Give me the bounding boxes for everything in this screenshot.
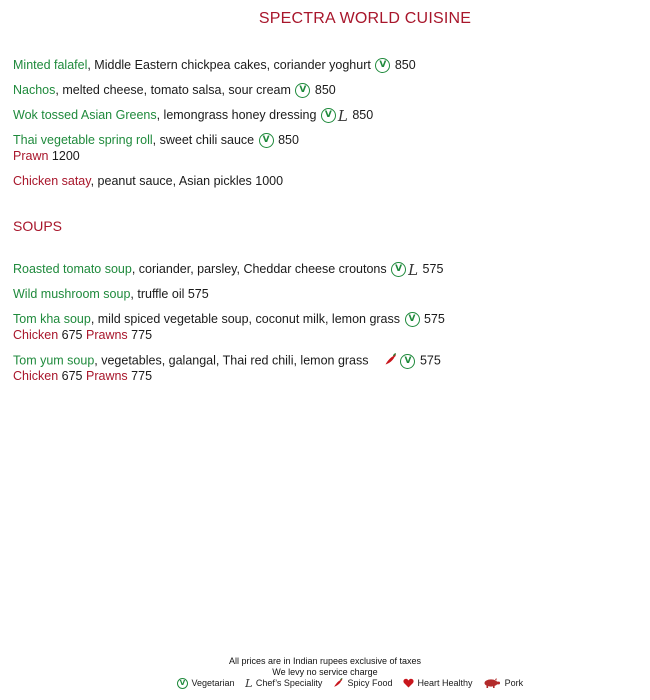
dish-name: Wok tossed Asian Greens	[13, 108, 157, 122]
vegetarian-icon: V	[295, 83, 310, 98]
legend-label: Heart Healthy	[417, 677, 473, 688]
menu-item-variant	[13, 368, 152, 384]
chefs-speciality-icon: L	[337, 106, 348, 125]
legend-label: Pork	[504, 677, 524, 688]
footer-taxes-note: All prices are in Indian rupees exclusive of taxes	[228, 656, 422, 666]
legend-label: Chef’s Speciality	[255, 677, 323, 688]
vegetarian-icon: V	[405, 312, 420, 327]
pig-icon	[483, 678, 501, 690]
variant-label: Prawns	[86, 369, 128, 383]
dish-name: Minted falafel	[13, 58, 88, 72]
heart-icon	[403, 678, 414, 690]
dish-price: 850	[352, 108, 374, 122]
variant-label: Chicken	[13, 328, 59, 342]
section-heading-soups: SOUPS	[13, 218, 63, 234]
variant-price: 775	[131, 369, 153, 383]
legend-spicy	[332, 678, 395, 688]
dish-price: 850	[278, 133, 299, 147]
variant-price: 675	[61, 369, 83, 383]
dish-description: , mild spiced vegetable soup, coconut milk, lemon grass	[90, 312, 401, 326]
dish-description: , coriander, parsley, Cheddar cheese croutons	[131, 262, 387, 276]
dish-description: , sweet chili sauce	[152, 133, 255, 147]
variant-price: 1200	[51, 149, 80, 163]
vegetarian-icon: V	[259, 133, 274, 148]
chefs-speciality-icon: L	[245, 677, 253, 690]
legend-pork	[482, 678, 523, 688]
dish-description: , vegetables, galangal, Thai red chili, lemon grass	[94, 353, 369, 368]
menu-item	[13, 286, 209, 302]
menu-item	[13, 57, 416, 73]
menu-item	[13, 261, 443, 278]
vegetarian-icon: V	[177, 678, 188, 689]
dish-description: , melted cheese, tomato salsa, sour cream	[55, 83, 291, 97]
variant-price: 675	[61, 328, 83, 342]
vegetarian-icon: V	[391, 262, 406, 277]
legend-heart	[402, 678, 475, 688]
dish-price: 575	[419, 353, 441, 368]
dish-description: , Middle Eastern chickpea cakes, coriander yoghurt	[87, 58, 371, 72]
menu-item	[13, 132, 299, 148]
menu-item-variant	[13, 148, 80, 164]
footer-service-note: We levy no service charge	[272, 667, 378, 677]
dish-price: 850	[394, 58, 416, 72]
dish-name: Roasted tomato soup	[13, 262, 132, 276]
dish-description: , truffle oil 575	[130, 287, 209, 301]
menu-title: SPECTRA WORLD CUISINE	[258, 10, 472, 27]
legend-chef	[244, 678, 325, 688]
legend-label: Spicy Food	[347, 677, 393, 688]
dish-name: Tom kha soup	[13, 312, 91, 326]
variant-label: Chicken	[13, 369, 59, 383]
variant-price: 775	[131, 328, 153, 342]
dish-name: Thai vegetable spring roll	[13, 133, 153, 147]
dish-name: Wild mushroom soup	[13, 287, 131, 301]
icon-legend	[176, 677, 530, 690]
dish-description: , lemongrass honey dressing	[156, 108, 317, 122]
variant-label: Prawn	[13, 149, 49, 163]
dish-price: 575	[423, 312, 445, 326]
variant-label: Prawns	[86, 328, 128, 342]
legend-vegetarian	[176, 678, 237, 688]
vegetarian-icon: V	[321, 108, 336, 123]
menu-item	[13, 311, 445, 327]
legend-label: Vegetarian	[191, 677, 235, 688]
dish-price: 575	[422, 262, 444, 276]
menu-item	[13, 107, 373, 124]
dish-description: , peanut sauce, Asian pickles 1000	[90, 174, 284, 188]
menu-item	[13, 82, 336, 98]
dish-price: 850	[314, 83, 336, 97]
menu-item-variant	[13, 327, 152, 343]
chili-icon	[384, 352, 398, 370]
menu-item	[13, 173, 283, 189]
chili-icon	[333, 677, 344, 690]
vegetarian-icon: V	[400, 354, 415, 369]
dish-name: Tom yum soup	[13, 353, 95, 368]
chefs-speciality-icon: L	[408, 260, 419, 279]
vegetarian-icon: V	[375, 58, 390, 73]
dish-name: Chicken satay	[13, 174, 91, 188]
dish-name: Nachos	[13, 83, 56, 97]
